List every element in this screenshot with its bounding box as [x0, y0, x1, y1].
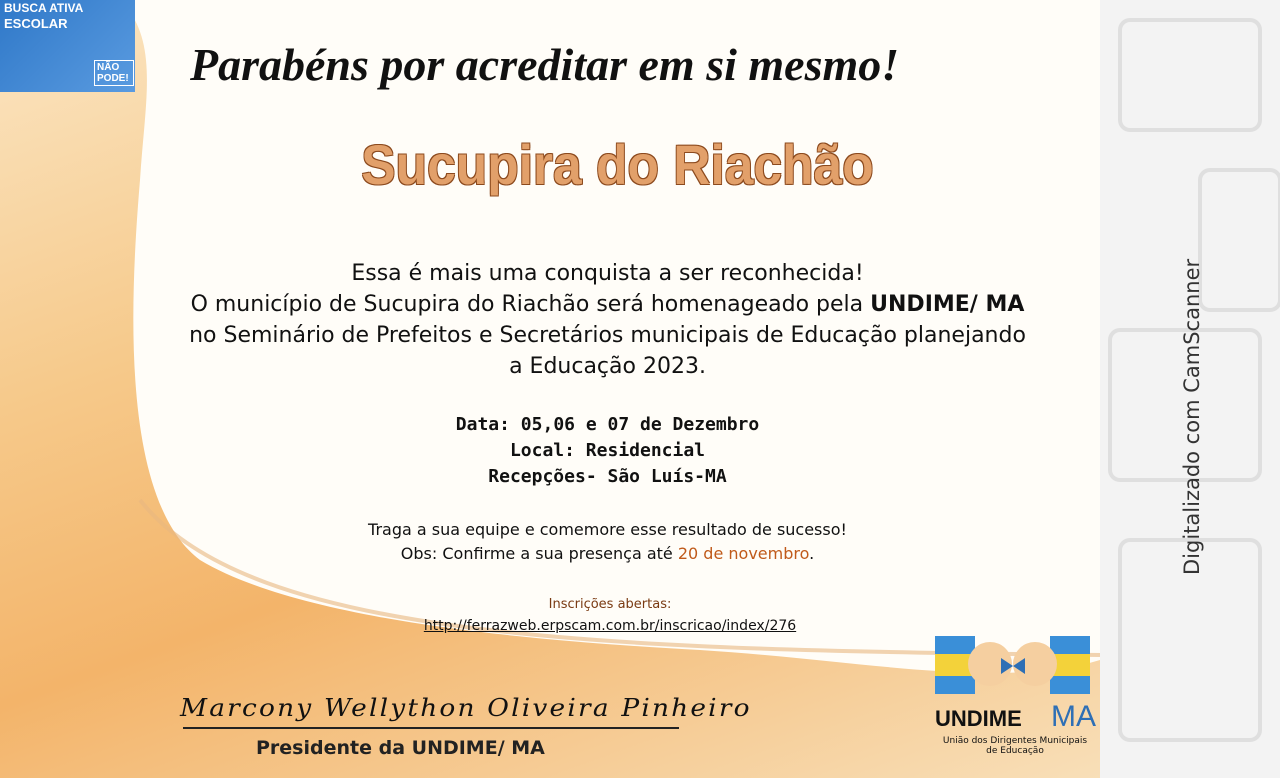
signature-title: Presidente da UNDIME/ MA: [256, 737, 545, 759]
invite-obs: [110, 542, 1100, 566]
announcement-line3: no Seminário de Prefeitos e Secretários municipais de Educação planejando: [189, 323, 1026, 348]
camscanner-watermark: Digitalizado com CamScanner: [1180, 258, 1204, 575]
undime-ma: MA: [1051, 700, 1096, 733]
registration-link[interactable]: http://ferrazweb.erpscam.com.br/inscricao/index/276: [423, 618, 797, 634]
logo-badge: NÃO PODE!: [94, 60, 134, 86]
logo-line1: BUSCA ATIVA: [4, 1, 84, 15]
announcement-text: [110, 258, 1100, 382]
logo-line2: ESCOLAR: [4, 16, 68, 31]
announcement-line2: [110, 289, 1100, 320]
undime-logo: [935, 636, 1095, 764]
undime-word: UNDIME: [935, 706, 1022, 731]
undime-subtitle-line1: União dos Dirigentes Municipais: [942, 736, 1088, 746]
invite-line1: Traga a sua equipe e comemore esse resultado de sucesso!: [368, 520, 847, 539]
event-date: Data: 05,06 e 07 de Dezembro: [455, 414, 760, 435]
event-local: Local: Residencial: [509, 440, 706, 461]
obs-end: .: [809, 544, 815, 563]
announcement-line4: a Educação 2023.: [509, 354, 706, 379]
undime-subtitle: [935, 736, 1095, 756]
registration-label: Inscrições abertas:: [548, 597, 672, 612]
signature: Marcony Wellython Oliveira Pinheiro: [180, 694, 752, 722]
event-place: Recepções- São Luís-MA: [488, 466, 727, 487]
announcement-line1: Essa é mais uma conquista a ser reconhecida!: [351, 261, 864, 286]
invite-text: [110, 518, 1100, 566]
obs-text: Obs: Confirme a sua presença até: [400, 544, 678, 563]
undime-emblem-icon: [935, 636, 1095, 704]
undime-subtitle-line2: de Educação: [986, 746, 1044, 756]
signature-line: [183, 727, 679, 729]
deadline-date: 20 de novembro: [677, 544, 810, 563]
event-details: [110, 412, 1100, 490]
busca-ativa-escolar-logo: [0, 0, 135, 92]
city-name: Sucupira do Riachão: [361, 133, 874, 196]
headline: Parabéns por acreditar em si mesmo!: [190, 39, 900, 90]
announcement-line2-text: O município de Sucupira do Riachão será homenageado pela: [190, 292, 871, 317]
undime-ma-bold: UNDIME/ MA: [870, 292, 1025, 317]
